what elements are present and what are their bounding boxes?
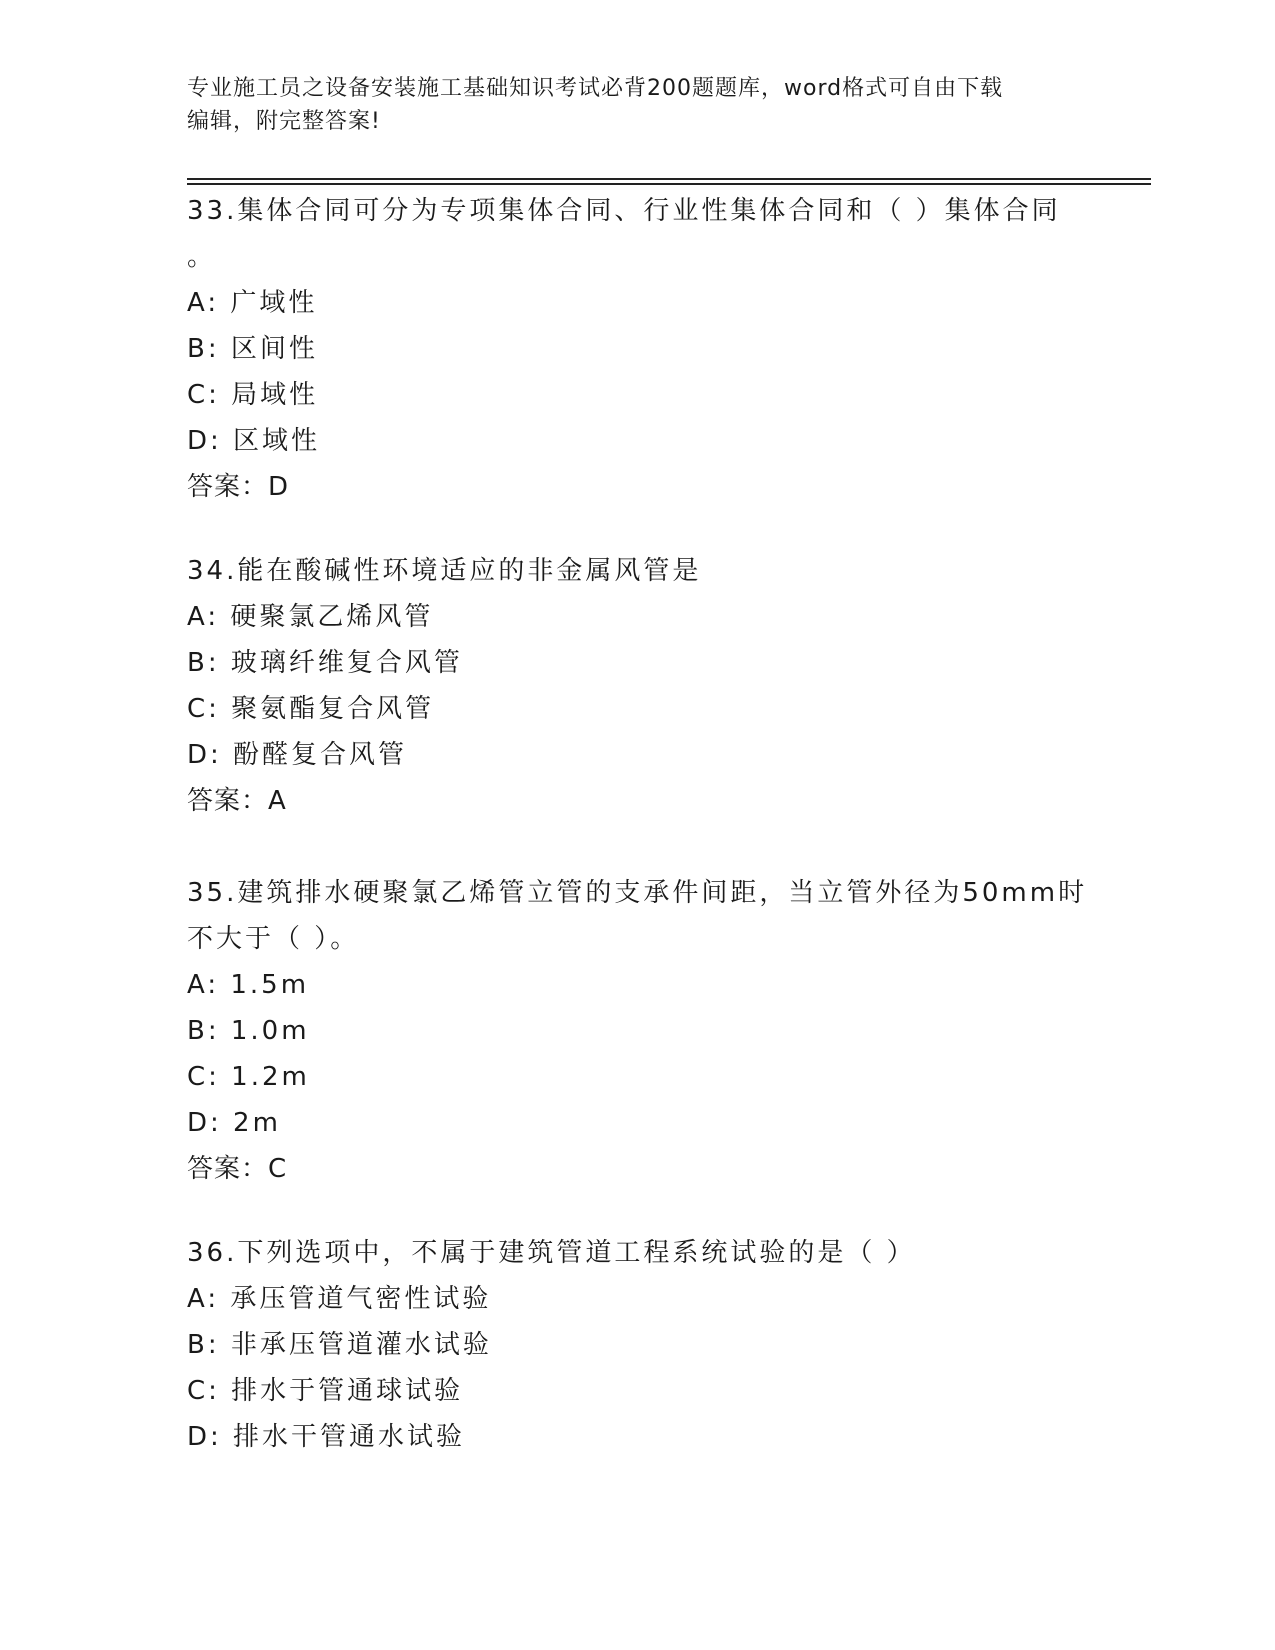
option-a: A: 1.5m	[187, 970, 310, 1000]
option-d: D: 酚醛复合风管	[187, 740, 408, 770]
option-b: B: 非承压管道灌水试验	[187, 1330, 492, 1360]
option-d: D: 排水干管通水试验	[187, 1422, 466, 1452]
question-stem: 35.建筑排水硬聚氯乙烯管立管的支承件间距，当立管外径为50mm时	[187, 878, 1088, 908]
option-d: D: 2m	[187, 1108, 281, 1138]
option-d: D: 区域性	[187, 426, 321, 456]
question-34	[187, 548, 1067, 824]
question-35	[187, 870, 1088, 1192]
header-divider-bottom	[187, 183, 1151, 185]
option-a: A: 硬聚氯乙烯风管	[187, 602, 434, 632]
option-b: B: 玻璃纤维复合风管	[187, 648, 463, 678]
header-line-2: 编辑，附完整答案!	[187, 109, 381, 134]
option-c: C: 排水于管通球试验	[187, 1376, 464, 1406]
answer: 答案：D	[187, 472, 290, 502]
question-36	[187, 1230, 1067, 1460]
document-header	[187, 72, 1067, 138]
answer: 答案：A	[187, 786, 287, 816]
option-c: C: 1.2m	[187, 1062, 310, 1092]
question-stem: 33.集体合同可分为专项集体合同、行业性集体合同和（ ）集体合同	[187, 196, 1061, 226]
answer: 答案：C	[187, 1154, 288, 1184]
option-a: A: 承压管道气密性试验	[187, 1284, 492, 1314]
question-stem: 34.能在酸碱性环境适应的非金属风管是	[187, 556, 702, 586]
option-b: B: 区间性	[187, 334, 318, 364]
header-divider-top	[187, 178, 1151, 180]
question-stem-continued: 。	[187, 242, 217, 272]
option-c: C: 聚氨酯复合风管	[187, 694, 435, 724]
option-a: A: 广域性	[187, 288, 318, 318]
question-stem: 36.下列选项中，不属于建筑管道工程系统试验的是（ ）	[187, 1238, 916, 1268]
option-b: B: 1.0m	[187, 1016, 310, 1046]
question-stem-continued: 不大于（ ）。	[187, 924, 360, 954]
header-line-1: 专业施工员之设备安装施工基础知识考试必背200题题库，word格式可自由下载	[187, 76, 1004, 101]
option-c: C: 局域性	[187, 380, 319, 410]
question-33	[187, 188, 1067, 510]
